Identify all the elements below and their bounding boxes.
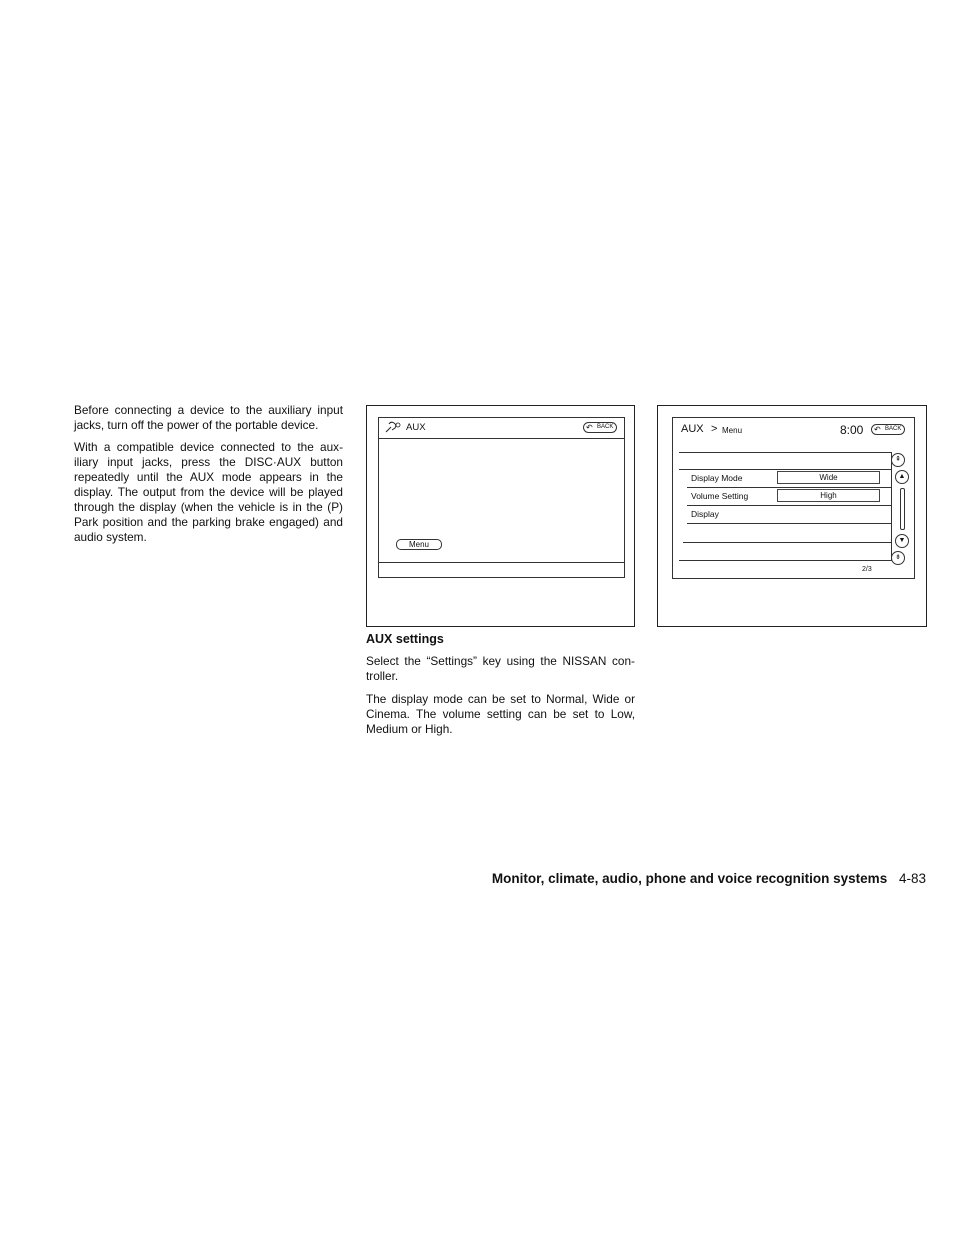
list-item-label: Display Mode xyxy=(691,473,743,483)
intro-paragraph-1: Before connecting a device to the auxiliary input jacks, turn off the power of the portable device. xyxy=(74,403,343,432)
list-item-display[interactable] xyxy=(687,506,891,524)
intro-paragraph-2: With a compatible device connected to the aux-iliary input jacks, press the DISC·AUX button repeatedly until the AUX mode appears in the display. The output from the device will be played through the display (when the vehicle is in the (P) Park position and the parking brake engaged) and audio system. xyxy=(74,440,343,544)
volume-setting-value: High xyxy=(777,489,880,502)
settings-paragraph-1: Select the “Settings” key using the NISSAN con-troller. xyxy=(366,654,635,683)
back-arrow-icon: ↶ xyxy=(874,425,881,434)
back-arrow-icon: ↶ xyxy=(586,423,593,432)
screen-title: AUX xyxy=(406,422,426,433)
settings-paragraph-2: The display mode can be set to Normal, Wide or Cinema. The volume setting can be set to Low, Medium or High. xyxy=(366,692,635,736)
scroll-bottom-button[interactable]: ⇟ xyxy=(891,551,905,565)
scrollbar-track[interactable] xyxy=(900,488,905,530)
back-button[interactable] xyxy=(583,422,617,433)
display-mode-value: Wide xyxy=(777,471,880,484)
scroll-down-button[interactable]: ▼ xyxy=(895,534,909,548)
settings-list xyxy=(679,452,892,561)
screen-header xyxy=(673,418,914,440)
screen-status-bar xyxy=(379,562,624,577)
footer-section-title: Monitor, climate, audio, phone and voice recognition systems xyxy=(491,871,888,886)
page-indicator: 2/3 xyxy=(862,566,872,573)
clock: 8:00 xyxy=(840,423,864,437)
section-heading: AUX settings xyxy=(366,632,444,646)
list-item-label: Display xyxy=(691,509,719,519)
list-item-volume-setting[interactable] xyxy=(687,488,891,506)
scroll-up-button[interactable]: ▲ xyxy=(895,470,909,484)
aux-screen xyxy=(378,417,625,578)
list-item-empty xyxy=(683,524,891,543)
screen-title: AUX xyxy=(681,423,704,435)
page-number: 4-83 xyxy=(898,871,926,886)
menu-button-label: Menu xyxy=(408,540,429,549)
back-button-label: BACK xyxy=(597,424,614,430)
aux-menu-figure xyxy=(657,405,927,627)
scroll-top-button[interactable]: ⇞ xyxy=(891,453,905,467)
menu-button[interactable] xyxy=(396,539,442,550)
list-item-label: Volume Setting xyxy=(691,491,749,501)
page-footer xyxy=(492,871,926,886)
back-button[interactable] xyxy=(871,424,905,435)
screen-subtitle: Menu xyxy=(722,426,743,435)
screen-header xyxy=(379,418,624,439)
aux-jack-icon xyxy=(385,420,403,434)
breadcrumb-separator: > xyxy=(711,423,718,435)
back-button-label: BACK xyxy=(885,426,902,432)
aux-screen-figure xyxy=(366,405,635,627)
aux-menu-screen xyxy=(672,417,915,579)
list-item-display-mode[interactable] xyxy=(687,470,891,488)
